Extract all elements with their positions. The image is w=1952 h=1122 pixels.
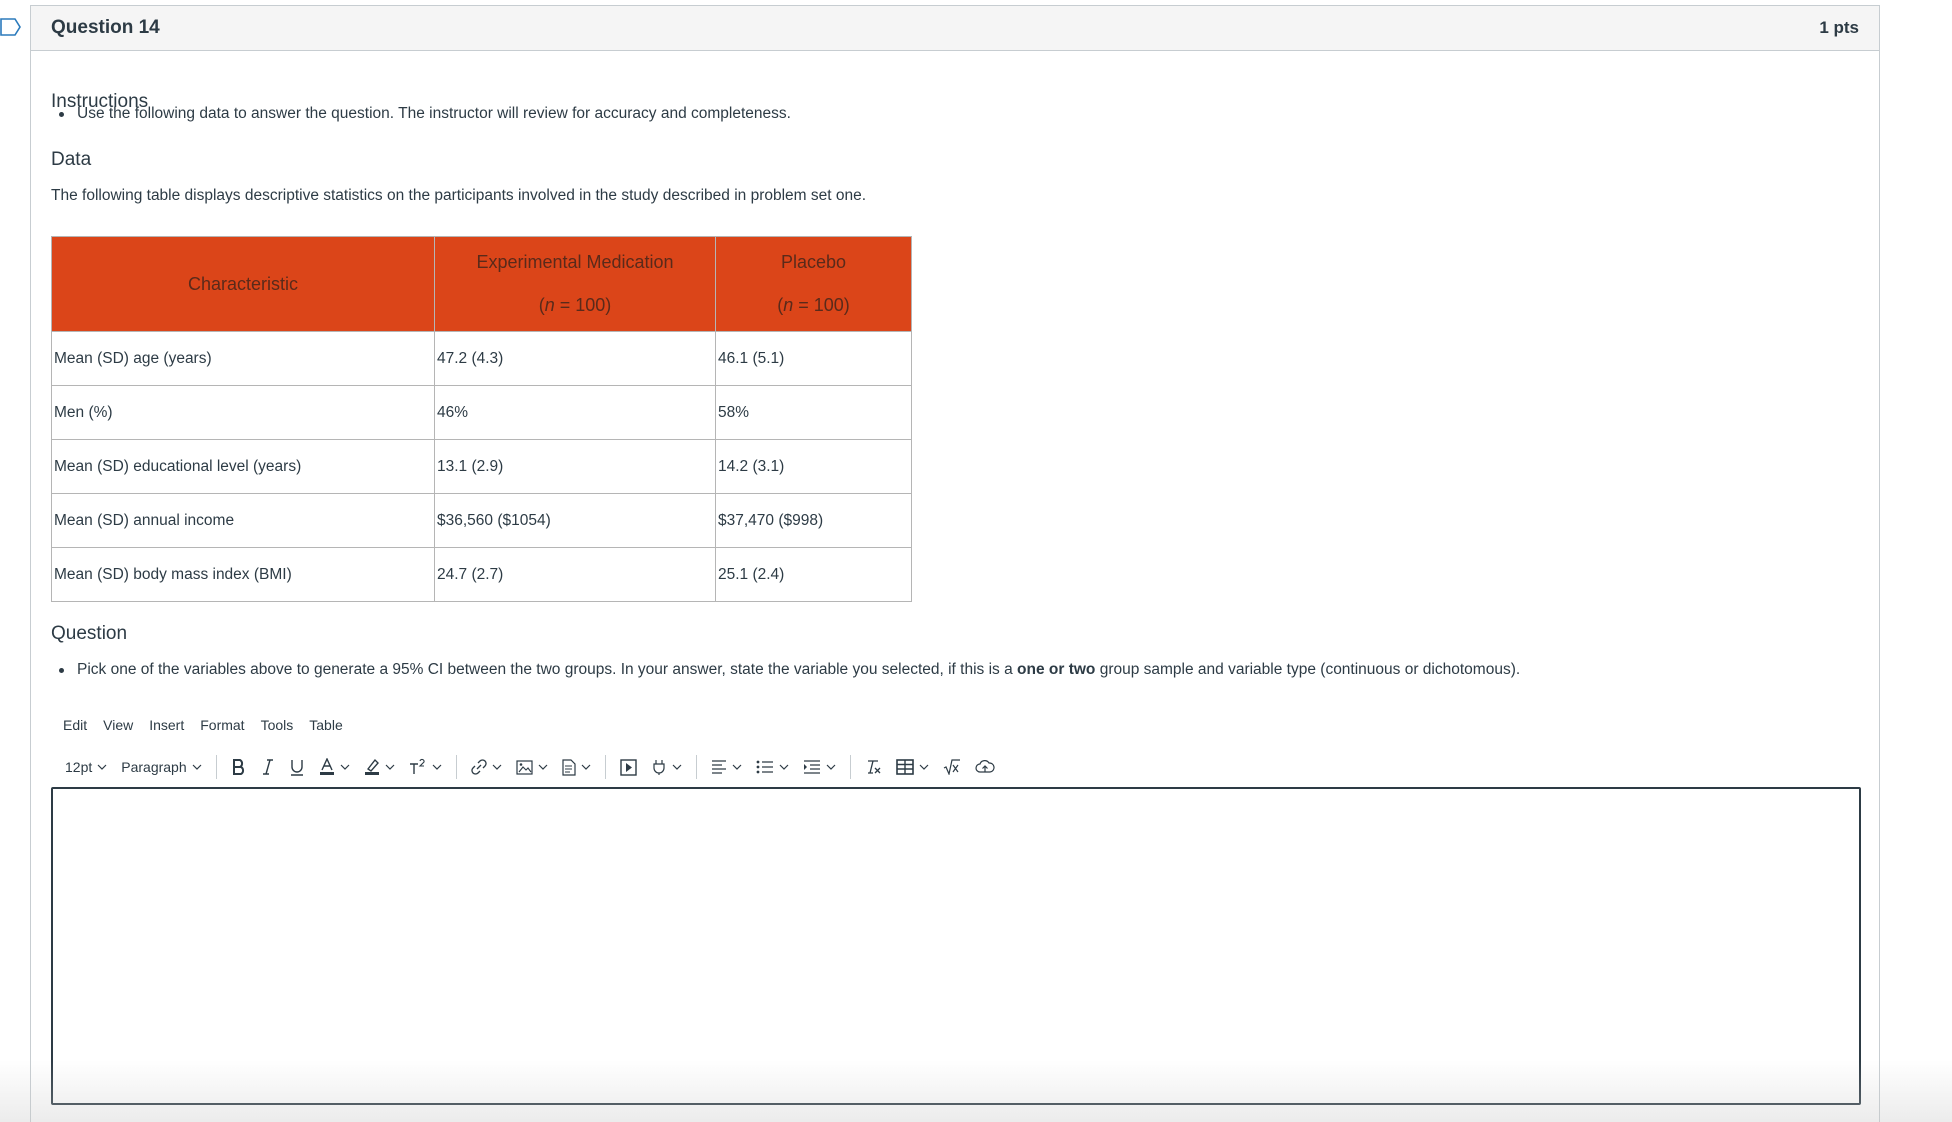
flag-question-icon[interactable] [0,18,22,36]
superscript-icon [409,758,427,776]
cell-experimental: $36,560 ($1054) [435,494,716,548]
cell-placebo: 25.1 (2.4) [716,548,912,602]
underline-button[interactable] [289,758,305,776]
chevron-down-icon [672,764,682,770]
cell-characteristic: Men (%) [52,386,435,440]
editor-toolbar [65,751,1009,783]
bold-icon [231,758,247,776]
data-intro: The following table displays descriptive statistics on the participants involved in the study described in problem set one. [51,187,867,204]
link-button[interactable] [471,759,502,775]
toolbar-divider [696,755,697,779]
font-size-value: 12pt [65,759,93,775]
clear-formatting-button[interactable] [865,759,882,775]
highlighter-icon [364,758,380,776]
italic-icon [261,758,275,776]
menu-view[interactable]: View [103,717,134,733]
table-button[interactable] [896,759,929,775]
toolbar-divider [850,755,851,779]
chevron-down-icon [97,764,107,770]
chevron-down-icon [432,764,442,770]
cell-characteristic: Mean (SD) body mass index (BMI) [52,548,435,602]
text-color-icon [319,758,335,776]
answer-editor[interactable] [51,787,1861,1105]
cell-placebo: 46.1 (5.1) [716,332,912,386]
cloud-upload-button[interactable] [975,759,995,775]
question-points: 1 pts [1819,18,1859,37]
document-button[interactable] [562,759,591,776]
question-panel [30,5,1880,1122]
table-row [52,548,912,602]
italic-button[interactable] [261,758,275,776]
highlight-color-button[interactable] [364,758,395,776]
apps-button[interactable] [651,759,682,776]
document-icon [562,759,576,776]
cell-experimental: 46% [435,386,716,440]
cell-characteristic: Mean (SD) educational level (years) [52,440,435,494]
square-root-icon [943,759,961,775]
cell-experimental: 47.2 (4.3) [435,332,716,386]
equation-button[interactable] [943,759,961,775]
statistics-table [51,236,912,602]
cell-placebo: 58% [716,386,912,440]
chevron-down-icon [732,764,742,770]
indent-button[interactable] [803,760,836,774]
chevron-down-icon [340,764,350,770]
chevron-down-icon [779,764,789,770]
superscript-button[interactable] [409,758,442,776]
menu-edit[interactable]: Edit [63,717,88,733]
cell-experimental: 24.7 (2.7) [435,548,716,602]
cell-characteristic: Mean (SD) age (years) [52,332,435,386]
menu-format[interactable]: Format [200,717,245,733]
font-size-dropdown[interactable] [65,759,107,775]
table-header-row [52,237,912,332]
text-color-button[interactable] [319,758,350,776]
instructions-heading: Instructions [51,91,149,112]
menu-table[interactable]: Table [309,717,343,733]
underline-icon [289,758,305,776]
link-icon [471,759,487,775]
table-row [52,386,912,440]
instructions-text: Use the following data to answer the question. The instructor will review for accuracy and completeness. [77,105,791,122]
align-button[interactable] [711,760,742,774]
cell-placebo: 14.2 (3.1) [716,440,912,494]
chevron-down-icon [538,764,548,770]
bold-button[interactable] [231,758,247,776]
bullet-list-icon [756,760,774,774]
chevron-down-icon [192,764,202,770]
bullet-dot [59,112,64,117]
plug-icon [651,759,667,776]
table-row [52,332,912,386]
instructions-bullet [59,107,791,121]
header-experimental: Experimental Medication (n = 100) [435,237,716,332]
align-left-icon [711,760,727,774]
block-format-dropdown[interactable] [121,759,201,775]
toolbar-divider [216,755,217,779]
question-title: Question 14 [51,17,160,38]
chevron-down-icon [581,764,591,770]
image-button[interactable] [516,760,548,775]
data-heading: Data [51,149,92,170]
question-bullet [59,661,1520,679]
question-text: Pick one of the variables above to generate a 95% CI between the two groups. In your answer, state the variable you selected, if this is a one or two group sample and variable type (continuous or dichotomous). [77,661,1521,678]
toolbar-divider [605,755,606,779]
menu-tools[interactable]: Tools [260,717,294,733]
media-button[interactable] [620,759,637,776]
indent-icon [803,760,821,774]
cell-experimental: 13.1 (2.9) [435,440,716,494]
header-placebo: Placebo (n = 100) [716,237,912,332]
table-row [52,440,912,494]
bottom-shadow [0,1060,1952,1122]
toolbar-divider [456,755,457,779]
bullet-dot [59,668,64,673]
question-header [31,6,1879,51]
cell-characteristic: Mean (SD) annual income [52,494,435,548]
table-icon [896,759,914,775]
chevron-down-icon [385,764,395,770]
chevron-down-icon [492,764,502,770]
media-icon [620,759,637,776]
clear-formatting-icon [865,759,882,775]
editor-menubar [63,717,343,733]
chevron-down-icon [826,764,836,770]
cloud-icon [975,759,995,775]
image-icon [516,760,533,775]
question-heading: Question [51,623,128,644]
bullet-list-button[interactable] [756,760,789,774]
chevron-down-icon [919,764,929,770]
header-characteristic: Characteristic [52,237,435,332]
menu-insert[interactable]: Insert [149,717,185,733]
block-format-value: Paragraph [121,759,187,775]
table-row [52,494,912,548]
cell-placebo: $37,470 ($998) [716,494,912,548]
